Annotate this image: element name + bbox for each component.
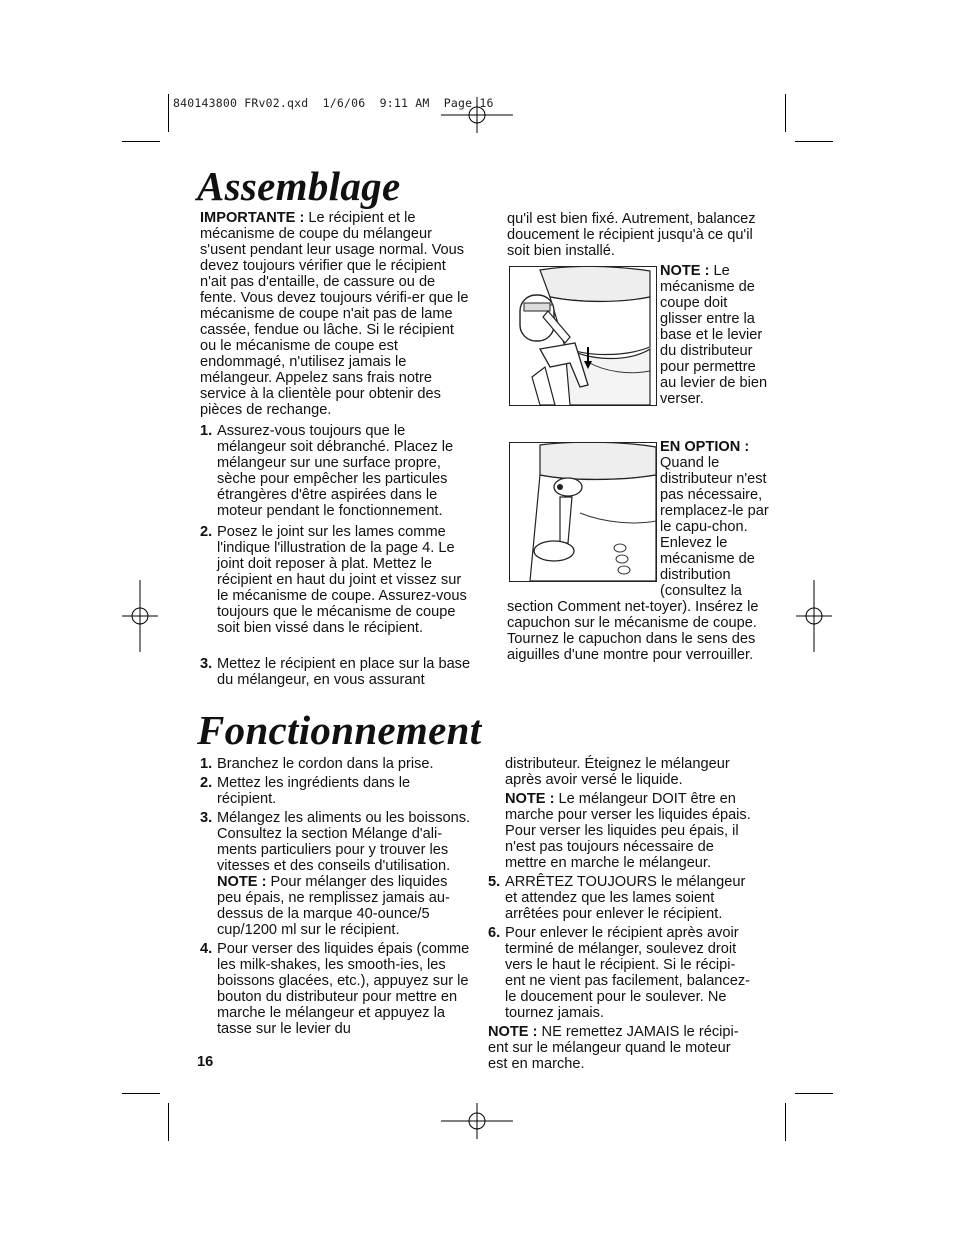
- step-text: Branchez le cordon dans la prise.: [217, 756, 434, 772]
- note-paragraph: [507, 263, 769, 410]
- important-label: IMPORTANTE :: [200, 210, 305, 226]
- crop-mark: [795, 1093, 833, 1094]
- registration-mark: [441, 97, 513, 133]
- step-3-text: Mélangez les aliments ou les boissons. Consultez la section Mélange d'ali-ments particuliers pour y trouver les vitesses et des conseils d'utilisation.: [217, 810, 471, 874]
- important-text: Le récipient et le mécanisme de coupe du mélangeur s'usent pendant leur usage normal. Vous devez toujours vérifier que le récipient n'ait pas d'entaille, de cassure ou de fente. Vous devez toujours vérifi-er que le mécanisme de coupe n'ait pas de lame cassée, fendue ou lâche. Si le récipient ou le mécanisme de coupe est endommagé, n'utilisez jamais le mélangeur. Appelez sans frais notre service à la clientèle pour obtenir des pièces de rechange.: [200, 210, 469, 418]
- step-text: [217, 810, 471, 938]
- blender-illustration-icon: [510, 267, 656, 405]
- option-paragraph: [507, 439, 769, 663]
- registration-mark: [122, 580, 158, 652]
- file-slug: 840143800 FRv02.qxd 1/6/06 9:11 AM Page 16: [173, 96, 494, 110]
- blender-cap-icon: [510, 443, 656, 581]
- page-number: 16: [197, 1054, 214, 1070]
- important-paragraph: [200, 210, 472, 418]
- crop-mark: [168, 94, 169, 132]
- step-text: Mettez les ingrédients dans le récipient.: [217, 775, 411, 807]
- continued-text: distributeur. Éteignez le mélangeur après avoir versé le liquide.: [505, 756, 730, 788]
- step-text: Assurez-vous toujours que le mélangeur soit débranché. Placez le mélangeur sur une surface propre, sèche pour empêcher les particules étrangères d'être aspirées dans le moteur pendant le fonctionnement.: [217, 423, 454, 519]
- note-label: NOTE :: [217, 874, 267, 890]
- crop-mark: [795, 141, 833, 142]
- registration-mark: [796, 580, 832, 652]
- step-number: 3.: [200, 810, 213, 826]
- step-number: 1.: [200, 756, 213, 772]
- step-number: 2.: [200, 775, 213, 791]
- note-paragraph: [505, 791, 757, 871]
- step-text: ARRÊTEZ TOUJOURS le mélangeur et attendez que les lames soient arrêtées pour enlever le récipient.: [505, 874, 746, 922]
- section-title-assemblage: Assemblage: [197, 163, 401, 209]
- final-note-paragraph: [488, 1024, 754, 1072]
- step-number: 6.: [488, 925, 501, 941]
- step-number: 2.: [200, 524, 213, 540]
- blender-dispenser-illustration: [509, 266, 657, 406]
- step-number: 3.: [200, 656, 213, 672]
- note-text: NE remettez JAMAIS le récipi-ent sur le mélangeur quand le moteur est en marche.: [488, 1024, 739, 1072]
- crop-mark: [122, 1093, 160, 1094]
- step-text: Pour enlever le récipient après avoir terminé de mélanger, soulevez droit vers le haut le récipient. Si le récipi-ent ne vient pas facilement, balancez-le doucement pour le soulever. Ne tournez jamais.: [505, 925, 750, 1021]
- note-text: Le mécanisme de coupe doit glisser entre la base et le levier du distributeur pour permettre au levier de bien verser.: [660, 263, 768, 407]
- crop-mark: [785, 94, 786, 132]
- crop-mark: [168, 1103, 169, 1141]
- step-text: Pour verser des liquides épais (comme les milk-shakes, les smooth-ies, les boissons glacées, etc.), appuyez sur le bouton du distributeur pour mettre en marche le mélangeur et appuyez la tasse sur le levier du: [217, 941, 470, 1037]
- step-number: 1.: [200, 423, 213, 439]
- crop-mark: [785, 1103, 786, 1141]
- registration-mark: [441, 1103, 513, 1139]
- section-title-fonctionnement: Fonctionnement: [197, 707, 482, 753]
- continued-text: qu'il est bien fixé. Autrement, balancez doucement le récipient jusqu'à ce qu'il soit bien installé.: [507, 211, 756, 259]
- step-text: Mettez le récipient en place sur la base du mélangeur, en vous assurant: [217, 656, 471, 688]
- note-text: Le mélangeur DOIT être en marche pour verser les liquides épais. Pour verser les liquides peu épais, il n'est pas toujours nécessaire de mettre en marche le mélangeur.: [505, 791, 751, 871]
- note-label: NOTE :: [505, 791, 555, 807]
- step-number: 5.: [488, 874, 501, 890]
- option-label: EN OPTION :: [660, 439, 750, 455]
- blender-cap-illustration: [509, 442, 657, 582]
- option-text: Quand le distributeur n'est pas nécessaire, remplacez-le par le capu-chon. Enlevez le mécanisme de distribution (consultez la section Comment net-toyer). Insérez le capuchon sur le mécanisme de coupe. Tournez le capuchon dans le sens des aiguilles d'une montre pour verrouiller.: [507, 455, 769, 663]
- step-text: Posez le joint sur les lames comme l'indique l'illustration de la page 4. Le joint doit reposer à plat. Mettez le récipient en haut du joint et vissez sur le mécanisme de coupe. Assurez-vous toujours que le mécanisme de coupe soit bien vissé dans le récipient.: [217, 524, 467, 636]
- crop-mark: [122, 141, 160, 142]
- note-text: Pour mélanger des liquides peu épais, ne remplissez jamais au-dessus de la marque 40-ounce/5 cup/1200 ml sur le récipient.: [217, 874, 450, 938]
- note-label: NOTE :: [488, 1024, 538, 1040]
- note-label: NOTE :: [660, 263, 710, 279]
- step-number: 4.: [200, 941, 213, 957]
